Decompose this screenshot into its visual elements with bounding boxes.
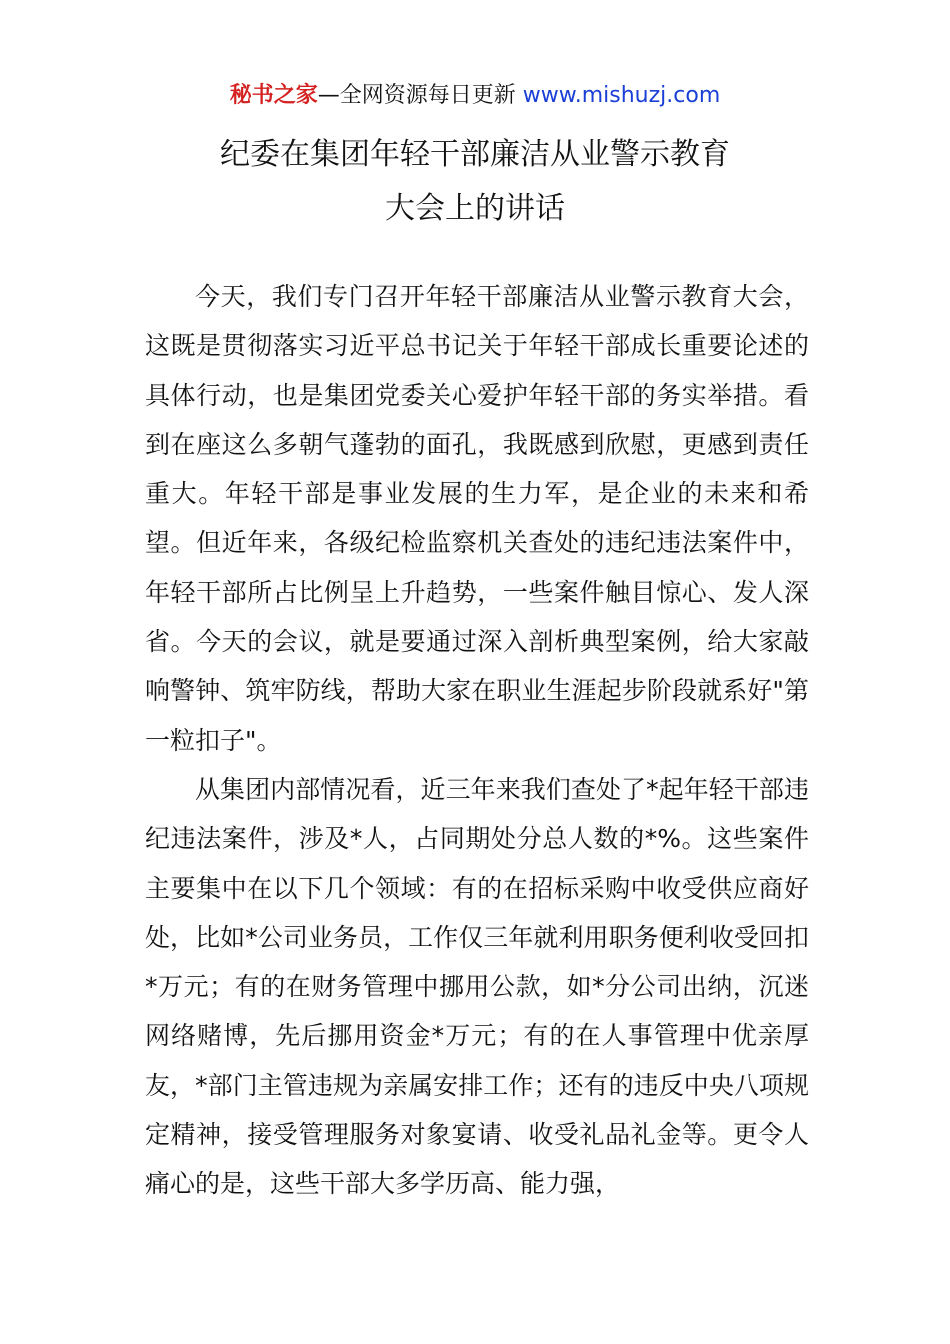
- document-body: [145, 272, 809, 1209]
- title-line-1: 纪委在集团年轻干部廉洁从业警示教育: [220, 137, 730, 172]
- paragraph-1: 今天，我们专门召开年轻干部廉洁从业警示教育大会，这既是贯彻落实习近平总书记关于年轻干部成长重要论述的具体行动，也是集团党委关心爱护年轻干部的务实举措。看到在座这么多朝气蓬勃的面孔，我既感到欣慰，更感到责任重大。年轻干部是事业发展的生力军，是企业的未来和希望。但近年来，各级纪检监察机关查处的违纪违法案件中，年轻干部所占比例呈上升趋势，一些案件触目惊心、发人深省。今天的会议，就是要通过深入剖析典型案例，给大家敲响警钟、筑牢防线，帮助大家在职业生涯起步阶段就系好"第一粒扣子"。: [145, 282, 809, 755]
- banner-tagline: —全网资源每日更新: [317, 83, 523, 108]
- site-banner: [0, 80, 950, 112]
- site-url-link[interactable]: www.mishuzj.com: [522, 83, 721, 108]
- document-title: [0, 128, 950, 236]
- brand-name: 秘书之家: [229, 83, 318, 108]
- paragraph-2: 从集团内部情况看，近三年来我们查处了*起年轻干部违纪违法案件，涉及*人，占同期处分总人数的*%。这些案件主要集中在以下几个领域：有的在招标采购中收受供应商好处，比如*公司业务员，工作仅三年就利用职务便利收受回扣*万元；有的在财务管理中挪用公款，如*分公司出纳，沉迷网络赌博，先后挪用资金*万元；有的在人事管理中优亲厚友，*部门主管违规为亲属安排工作；还有的违反中央八项规定精神，接受管理服务对象宴请、收受礼品礼金等。更令人痛心的是，这些干部大多学历高、能力强，: [145, 774, 809, 1199]
- title-line-2: 大会上的讲话: [385, 191, 565, 226]
